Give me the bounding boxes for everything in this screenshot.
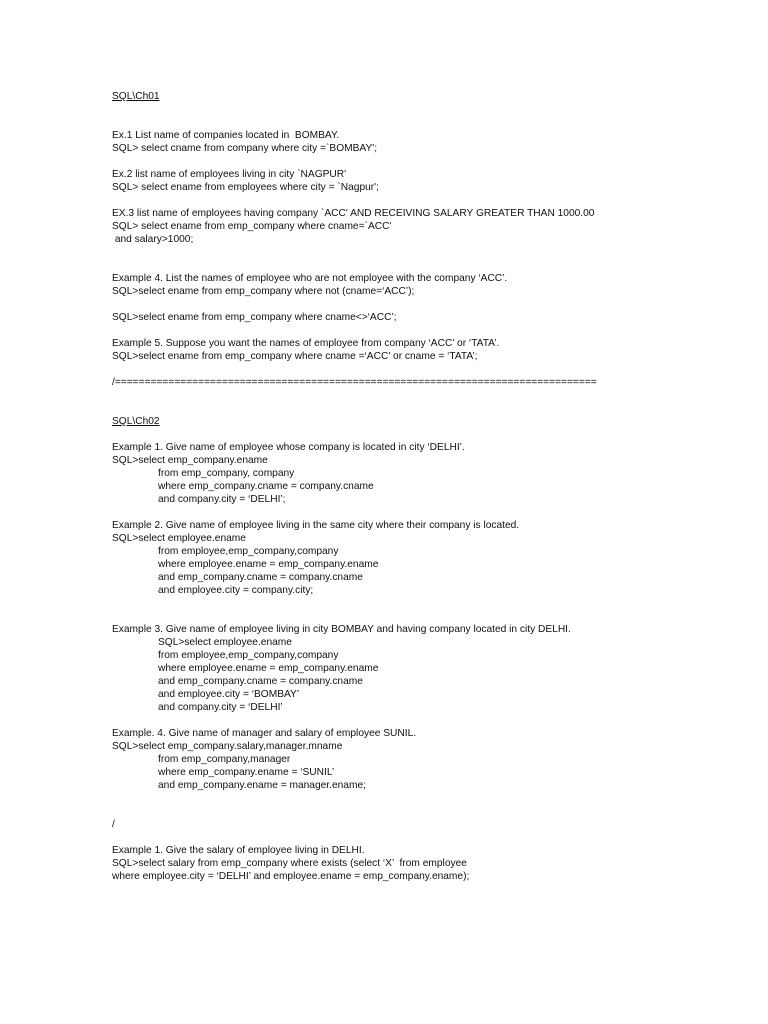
ch02-ex4-sql-line: and emp_company.ename = manager.ename; bbox=[158, 780, 366, 791]
exists-example-sql-line1: SQL>select salary from emp_company where exists (select ‘X’ from employee bbox=[112, 858, 467, 869]
exists-example-sql-line2: where employee.city = ‘DELHI’ and employee.ename = emp_company.ename); bbox=[112, 871, 470, 882]
exists-example-title: Example 1. Give the salary of employee living in DELHI. bbox=[112, 845, 365, 856]
ex1-title: Ex.1 List name of companies located in BOMBAY. bbox=[112, 130, 340, 141]
ch02-ex2-sql-line: SQL>select employee.ename bbox=[112, 533, 246, 544]
ch02-ex1-sql-line: from emp_company, company bbox=[158, 468, 295, 479]
ch02-ex2-sql-line: and employee.city = company.city; bbox=[158, 585, 314, 596]
ch02-ex2-title: Example 2. Give name of employee living in the same city where their company is located. bbox=[112, 520, 520, 531]
chapter-heading-ch01: SQL\Ch01 bbox=[112, 91, 160, 102]
ch02-ex3-sql-line: and employee.city = ‘BOMBAY’ bbox=[158, 689, 300, 700]
ch02-ex1-title: Example 1. Give name of employee whose company is located in city ‘DELHI’. bbox=[112, 442, 465, 453]
ex3-sql-line1: SQL> select ename from emp_company where cname=`ACC' bbox=[112, 221, 392, 232]
chapter-heading-ch02: SQL\Ch02 bbox=[112, 416, 160, 427]
separator-line: /================================================================================= bbox=[112, 377, 597, 388]
ex4-sql-line1: SQL>select ename from emp_company where not (cname=‘ACC’); bbox=[112, 286, 415, 297]
ch02-ex3-sql-line: and emp_company.cname = company.cname bbox=[158, 676, 363, 687]
section-slash: / bbox=[112, 819, 115, 830]
ex5-sql: SQL>select ename from emp_company where cname =‘ACC’ or cname = ‘TATA’; bbox=[112, 351, 478, 362]
ch02-ex4-sql-line: from emp_company,manager bbox=[158, 754, 291, 765]
ch02-ex1-sql-line: where emp_company.cname = company.cname bbox=[158, 481, 374, 492]
ch02-ex4-sql-line: where emp_company.ename = ‘SUNIL’ bbox=[158, 767, 335, 778]
ch02-ex1-sql-line: SQL>select emp_company.ename bbox=[112, 455, 268, 466]
ch02-ex1-sql-line: and company.city = ‘DELHI’; bbox=[158, 494, 286, 505]
ch02-ex3-sql-line: SQL>select employee.ename bbox=[158, 637, 292, 648]
ex4-title: Example 4. List the names of employee who are not employee with the company ‘ACC’. bbox=[112, 273, 508, 284]
document-page bbox=[112, 90, 712, 883]
ex3-title: EX.3 list name of employees having company `ACC' AND RECEIVING SALARY GREATER THAN 1000.00 bbox=[112, 208, 595, 219]
ch02-ex3-sql-line: from employee,emp_company,company bbox=[158, 650, 339, 661]
ch02-ex3-sql-line: where employee.ename = emp_company.ename bbox=[158, 663, 379, 674]
ex1-sql: SQL> select cname from company where city =`BOMBAY'; bbox=[112, 143, 378, 154]
ex4-sql-line2: SQL>select ename from emp_company where cname<>‘ACC’; bbox=[112, 312, 397, 323]
ch02-ex3-sql-line: and company.city = ‘DELHI’ bbox=[158, 702, 283, 713]
ch02-ex2-sql-line: and emp_company.cname = company.cname bbox=[158, 572, 363, 583]
ch02-ex2-sql-line: from employee,emp_company,company bbox=[158, 546, 339, 557]
ch02-ex4-sql-line: SQL>select emp_company.salary,manager.mname bbox=[112, 741, 343, 752]
ch02-ex4-title: Example. 4. Give name of manager and salary of employee SUNIL. bbox=[112, 728, 417, 739]
ex3-sql-line2: and salary>1000; bbox=[112, 234, 194, 245]
ex5-title: Example 5. Suppose you want the names of employee from company ‘ACC’ or ‘TATA’. bbox=[112, 338, 500, 349]
ch02-ex3-title: Example 3. Give name of employee living in city BOMBAY and having company located in city DELHI. bbox=[112, 624, 571, 635]
ex2-sql: SQL> select ename from employees where city = `Nagpur'; bbox=[112, 182, 379, 193]
ch02-ex2-sql-line: where employee.ename = emp_company.ename bbox=[158, 559, 379, 570]
ex2-title: Ex.2 list name of employees living in city `NAGPUR' bbox=[112, 169, 347, 180]
